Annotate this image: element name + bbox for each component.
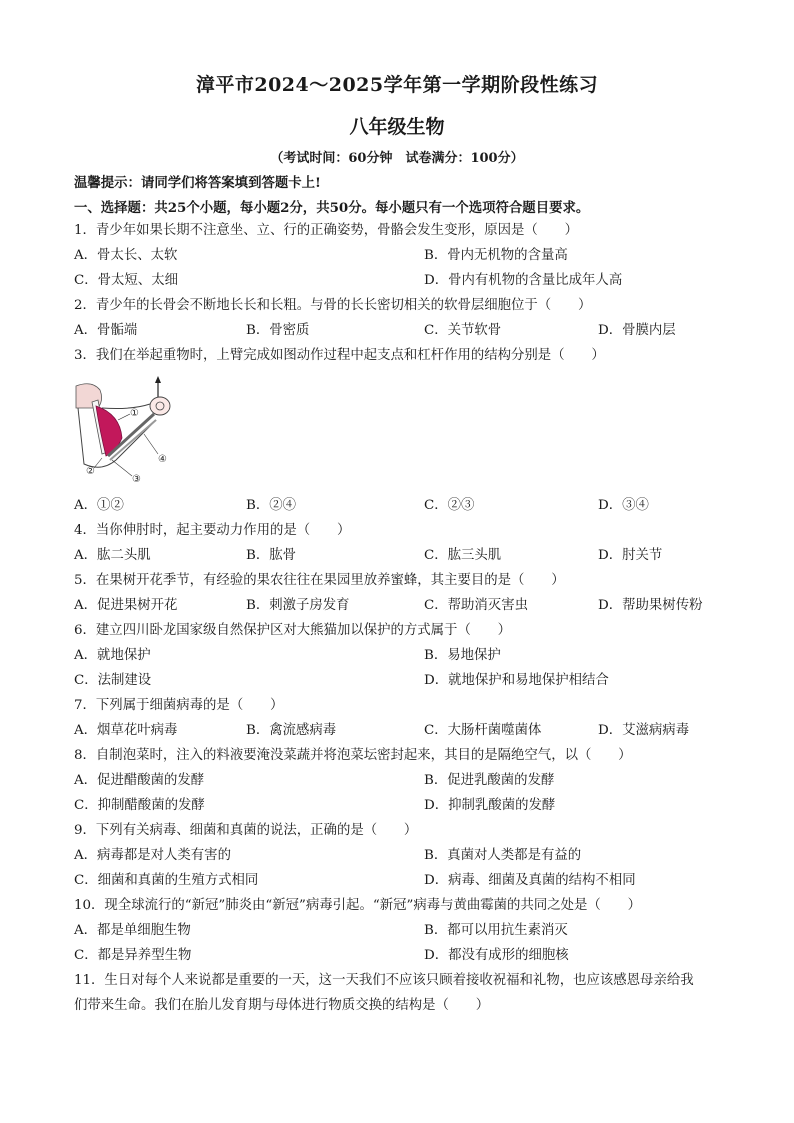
figure-label-1: ① <box>130 408 139 419</box>
option: D．骨膜内层 <box>598 323 676 338</box>
question-stem-continued: 们带来生命。我们在胎儿发育期与母体进行物质交换的结构是（ ） <box>74 998 490 1013</box>
option: B．骨密质 <box>246 323 310 338</box>
option: B．都可以用抗生素消灭 <box>424 923 568 938</box>
option: A．①② <box>74 498 124 513</box>
option: D．肘关节 <box>598 548 663 563</box>
arm-lever-figure <box>72 374 182 484</box>
option: C．抑制醋酸菌的发酵 <box>74 798 205 813</box>
figure-label-3: ③ <box>132 474 141 484</box>
option: A．促进果树开花 <box>74 598 178 613</box>
notice: 温馨提示：请同学们将答案填到答题卡上! <box>74 175 321 191</box>
question-stem: 1．青少年如果长期不注意坐、立、行的正确姿势，骨骼会发生变形，原因是（ ） <box>74 223 578 238</box>
option: B．刺激子房发育 <box>246 598 350 613</box>
question-stem: 6．建立四川卧龙国家级自然保护区对大熊猫加以保护的方式属于（ ） <box>74 623 512 638</box>
option: B．易地保护 <box>424 648 501 663</box>
exam-info: （考试时间：60分钟 试卷满分：100分） <box>270 151 524 166</box>
option: C．法制建设 <box>74 673 152 688</box>
option: C．骨太短、太细 <box>74 273 178 288</box>
option: A．骨骺端 <box>74 323 138 338</box>
option: A．就地保护 <box>74 648 151 663</box>
option: C．细菌和真菌的生殖方式相同 <box>74 873 259 888</box>
question-stem: 8．自制泡菜时，注入的料液要淹没菜蔬并将泡菜坛密封起来，其目的是隔绝空气，以（ ） <box>74 748 632 763</box>
option: A．病毒都是对人类有害的 <box>74 848 231 863</box>
question-stem: 9．下列有关病毒、细菌和真菌的说法，正确的是（ ） <box>74 823 418 838</box>
option: A．都是单细胞生物 <box>74 923 191 938</box>
figure-label-4: ④ <box>158 454 167 465</box>
option: C．都是异养型生物 <box>74 948 192 963</box>
option: C．大肠杆菌噬菌体 <box>424 723 542 738</box>
option: A．肱二头肌 <box>74 548 151 563</box>
option: D．艾滋病病毒 <box>598 723 690 738</box>
option: B．骨内无机物的含量高 <box>424 248 568 263</box>
option: D．帮助果树传粉 <box>598 598 703 613</box>
question-stem: 5．在果树开花季节，有经验的果农往往在果园里放养蜜蜂，其主要目的是（ ） <box>74 573 565 588</box>
option: B．促进乳酸菌的发酵 <box>424 773 555 788</box>
section-heading: 一、选择题：共25个小题，每小题2分，共50分。每小题只有一个选项符合题目要求。 <box>74 200 590 216</box>
option: D．病毒、细菌及真菌的结构不相同 <box>424 873 636 888</box>
option: C．关节软骨 <box>424 323 502 338</box>
option: D．抑制乳酸菌的发酵 <box>424 798 556 813</box>
option: B．禽流感病毒 <box>246 723 337 738</box>
option: A．骨太长、太软 <box>74 248 178 263</box>
question-stem: 11．生日对每个人来说都是重要的一天，这一天我们不应该只顾着接收祝福和礼物，也应该感恩母亲给我 <box>74 973 694 988</box>
question-stem: 7．下列属于细菌病毒的是（ ） <box>74 698 284 713</box>
question-stem: 2．青少年的长骨会不断地长长和长粗。与骨的长长密切相关的软骨层细胞位于（ ） <box>74 298 592 313</box>
option: D．③④ <box>598 498 649 513</box>
option: C．②③ <box>424 498 475 513</box>
question-stem: 4．当你伸肘时，起主要动力作用的是（ ） <box>74 523 351 538</box>
question-stem: 3．我们在举起重物时，上臂完成如图动作过程中起支点和杠杆作用的结构分别是（ ） <box>74 348 605 363</box>
option: B．②④ <box>246 498 297 513</box>
page-title: 漳平市2024～2025学年第一学期阶段性练习 <box>195 74 599 96</box>
page-subtitle: 八年级生物 <box>349 116 445 138</box>
figure-label-2: ② <box>86 466 95 477</box>
option: D．就地保护和易地保护相结合 <box>424 673 609 688</box>
option: B．肱骨 <box>246 548 297 563</box>
option: D．骨内有机物的含量比成年人高 <box>424 273 623 288</box>
question-stem: 10．现全球流行的“新冠”肺炎由“新冠”病毒引起。“新冠”病毒与黄曲霉菌的共同之处是（ ） <box>74 898 641 913</box>
option: C．帮助消灭害虫 <box>424 598 528 613</box>
option: B．真菌对人类都是有益的 <box>424 848 582 863</box>
option: A．促进醋酸菌的发酵 <box>74 773 205 788</box>
option: C．肱三头肌 <box>424 548 502 563</box>
option: A．烟草花叶病毒 <box>74 723 178 738</box>
option: D．都没有成形的细胞核 <box>424 948 569 963</box>
